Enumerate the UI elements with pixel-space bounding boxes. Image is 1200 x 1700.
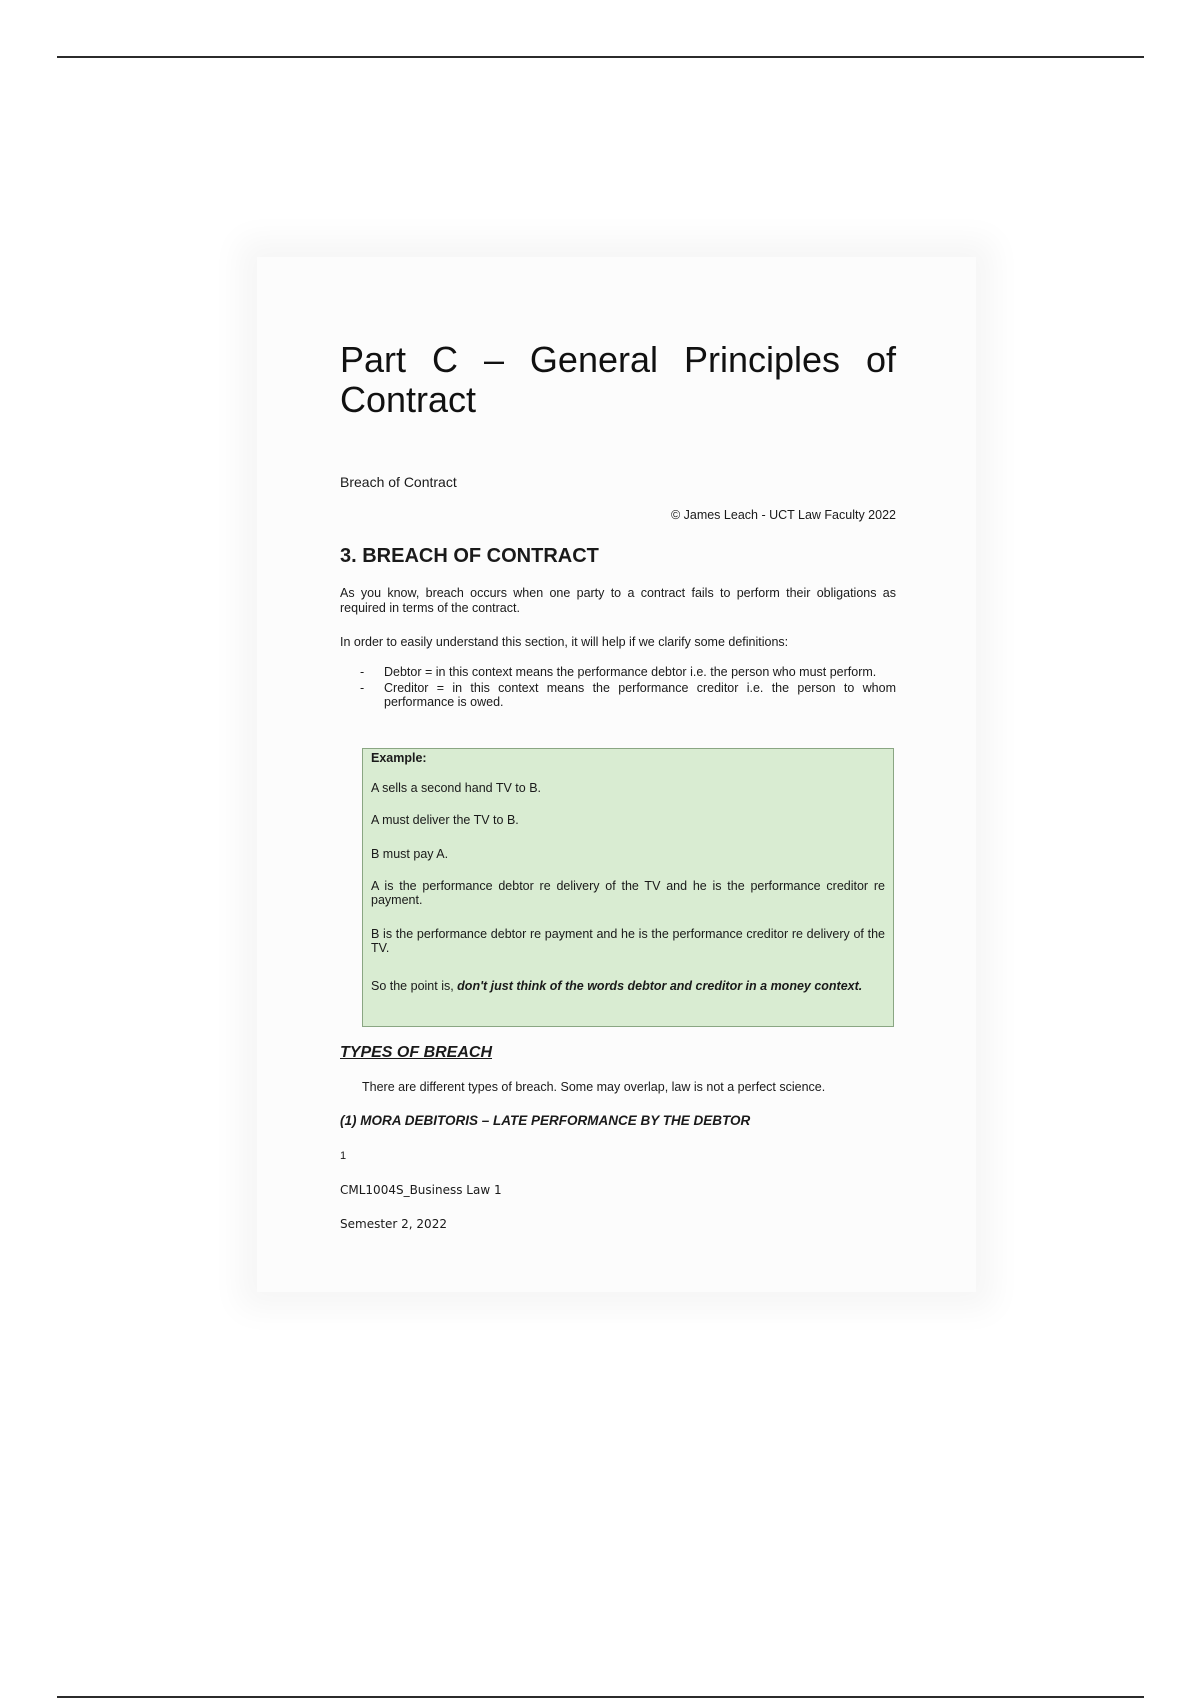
- bottom-rule: [57, 1696, 1144, 1698]
- example-line: A sells a second hand TV to B.: [371, 781, 542, 795]
- section-heading: 3. BREACH OF CONTRACT: [340, 545, 599, 567]
- page-content: [340, 339, 896, 1231]
- example-line: A must deliver the TV to B.: [371, 813, 519, 827]
- definitions-intro: In order to easily understand this section, it will help if we clarify some definitions:: [340, 635, 789, 649]
- page-number: 1: [340, 1150, 347, 1162]
- example-line: A is the performance debtor re delivery of the TV and he is the performance creditor re payment.: [371, 879, 885, 907]
- example-line: B is the performance debtor re payment and he is the performance creditor re delivery of the TV.: [371, 927, 885, 955]
- conclusion-prefix: So the point is,: [371, 979, 458, 993]
- document-subtitle: Breach of Contract: [340, 474, 457, 490]
- title-line-1: [340, 340, 896, 380]
- definition-text: Creditor = in this context means the performance creditor i.e. the person to whom performance is owed.: [384, 681, 896, 709]
- title-word: Principles: [683, 339, 841, 380]
- list-item: [360, 681, 896, 709]
- example-conclusion: [371, 979, 885, 993]
- semester-label: Semester 2, 2022: [340, 1217, 447, 1231]
- copyright-notice: © James Leach - UCT Law Faculty 2022: [670, 508, 896, 522]
- bullet-dash: -: [360, 681, 365, 695]
- title-word: Part: [340, 339, 407, 380]
- title-line-2: Contract: [340, 379, 477, 420]
- example-line: B must pay A.: [371, 847, 449, 861]
- course-code: CML1004S_Business Law 1: [340, 1183, 502, 1197]
- definition-text: Debtor = in this context means the performance debtor i.e. the person who must perform.: [384, 665, 877, 679]
- title-word: –: [483, 339, 504, 380]
- conclusion-emphasis: don't just think of the words debtor and creditor in a money context.: [457, 979, 863, 993]
- bullet-dash: -: [360, 665, 365, 679]
- title-word: C: [431, 339, 458, 380]
- title-word: of: [865, 339, 896, 380]
- types-intro: There are different types of breach. Some may overlap, law is not a perfect science.: [362, 1080, 826, 1094]
- title-word: General: [529, 339, 658, 380]
- intro-paragraph: As you know, breach occurs when one party to a contract fails to perform their obligations as required in terms of the contract.: [340, 586, 896, 615]
- example-box: [362, 748, 894, 1027]
- list-item: [360, 665, 896, 679]
- document-title: [340, 340, 896, 420]
- example-label: Example:: [371, 751, 427, 765]
- definitions-list: [360, 665, 896, 711]
- mora-heading: (1) MORA DEBITORIS – LATE PERFORMANCE BY THE DEBTOR: [340, 1113, 751, 1128]
- top-rule: [57, 56, 1144, 58]
- types-heading: TYPES OF BREACH: [340, 1044, 493, 1061]
